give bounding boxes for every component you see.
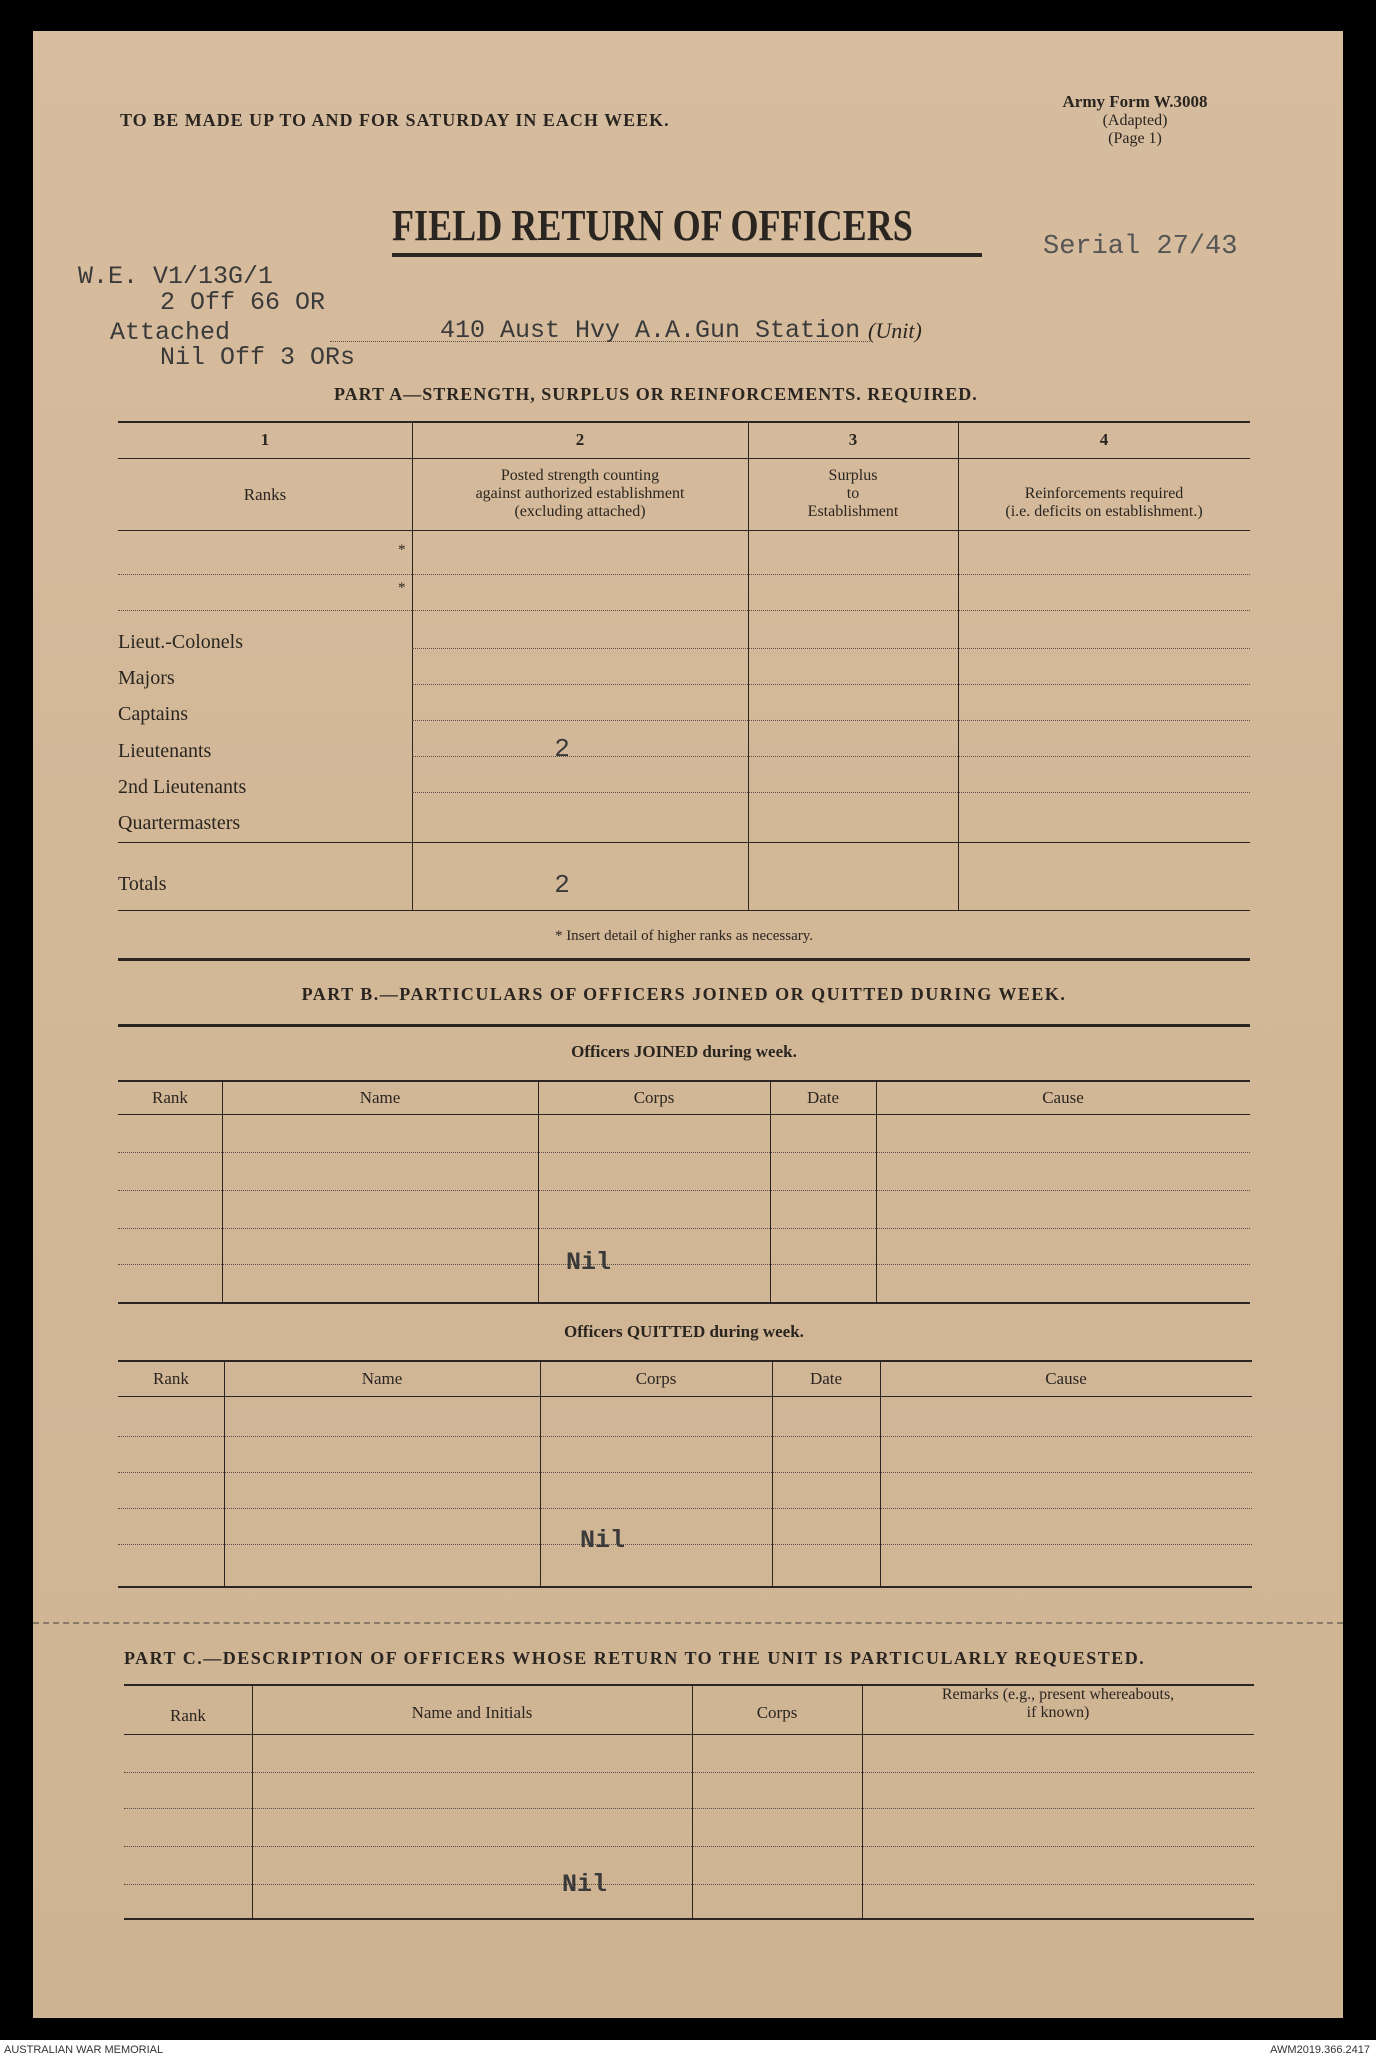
row-line (124, 1772, 1254, 1773)
part-a-top-rule (118, 421, 1250, 423)
part-c-col-remarks (862, 1686, 1254, 1722)
quitted-col-rank: Rank (153, 1369, 189, 1388)
col-divider (540, 1362, 541, 1586)
row-line (412, 684, 1250, 685)
part-c-heading: PART C.—DESCRIPTION OF OFFICERS WHOSE RETURN TO THE UNIT IS PARTICULARLY REQUESTED. (124, 1648, 1146, 1668)
joined-col-date: Date (806, 1088, 840, 1107)
part-a-bottom-rule (118, 910, 1250, 911)
col-header-rule (118, 530, 1250, 531)
part-a-heading: PART A—STRENGTH, SURPLUS OR REINFORCEMENTS. REQUIRED. (334, 384, 978, 404)
we-reference: W.E. V1/13G/1 (78, 262, 274, 291)
serial-stamp: Serial 27/43 (1043, 232, 1238, 262)
asterisk-1: * (398, 542, 406, 558)
unit-label: (Unit) (868, 318, 922, 343)
row-line (412, 792, 1250, 793)
form-name: Army Form W.3008 (1062, 92, 1208, 111)
col-number-4: 4 (1099, 430, 1109, 449)
we-strength: 2 Off 66 OR (160, 288, 326, 317)
rank-label-qm: Quartermasters (118, 812, 241, 834)
part-b-rule (118, 1024, 1250, 1027)
row-line (124, 1884, 1254, 1885)
form-page: (Page 1) (1108, 130, 1162, 147)
part-c-header-rule (124, 1734, 1254, 1735)
quitted-heading: Officers QUITTED during week. (564, 1322, 804, 1341)
archive-name: AUSTRALIAN WAR MEMORIAL (4, 2044, 164, 2056)
joined-heading: Officers JOINED during week. (571, 1042, 797, 1061)
row-line (118, 1228, 1250, 1229)
surplus-header-line-1: Surplus (828, 467, 878, 484)
unit-value: 410 Aust Hvy A.A.Gun Station (440, 316, 861, 345)
totals-value: 2 (554, 870, 570, 900)
archive-id: AWM2019.366.2417 (1270, 2044, 1370, 2056)
posted-header-line-1: Posted strength counting (500, 467, 660, 484)
col-divider (772, 1362, 773, 1586)
col-number-rule (118, 458, 1250, 459)
part-c-bottom-rule (124, 1918, 1254, 1920)
row-line (124, 1846, 1254, 1847)
col-divider (538, 1082, 539, 1302)
remarks-header-line-2: if known) (1026, 1704, 1090, 1721)
rank-label-lt-col: Lieut.-Colonels (118, 631, 243, 653)
part-c-col-corps: Corps (756, 1703, 798, 1722)
quitted-nil-entry: Nil (580, 1526, 626, 1555)
row-line (412, 648, 1250, 649)
rank-label-major: Majors (118, 667, 175, 689)
archive-footer (0, 2040, 1376, 2061)
surplus-header-line-2: to (846, 485, 860, 502)
row-line (118, 574, 1250, 575)
reinf-header-line-1: Reinforcements required (1024, 485, 1184, 502)
posted-header (412, 467, 748, 521)
surplus-header (748, 467, 958, 521)
totals-rule (118, 842, 1250, 843)
row-line (118, 610, 1250, 611)
page-title: FIELD RETURN OF OFFICERS (392, 201, 913, 250)
quitted-header-rule (118, 1396, 1252, 1397)
attached-value: Nil Off 3 ORs (160, 343, 356, 372)
joined-col-rank: Rank (152, 1088, 188, 1107)
col-divider (770, 1082, 771, 1302)
part-a-end-rule (118, 958, 1250, 961)
col-divider (876, 1082, 877, 1302)
quitted-col-corps: Corps (635, 1369, 677, 1388)
row-line (118, 1436, 1252, 1437)
part-b-heading: PART B.—PARTICULARS OF OFFICERS JOINED OR QUITTED DURING WEEK. (301, 984, 1067, 1004)
row-line (412, 756, 1250, 757)
col-number-3: 3 (848, 430, 858, 449)
col-number-1: 1 (260, 430, 270, 449)
joined-col-name: Name (359, 1088, 401, 1107)
posted-header-line-2: against authorized establishment (475, 485, 685, 502)
row-line (118, 1152, 1250, 1153)
fold-line (33, 1622, 1343, 1624)
rank-label-2nd-lt: 2nd Lieutenants (118, 776, 247, 798)
quitted-col-date: Date (809, 1369, 843, 1388)
quitted-top-rule (118, 1360, 1252, 1362)
reinforcements-header (958, 485, 1250, 521)
reinf-header-line-2: (i.e. deficits on establishment.) (1005, 503, 1203, 520)
row-line (118, 1544, 1252, 1545)
col-number-2: 2 (575, 430, 585, 449)
row-line (118, 1190, 1250, 1191)
quitted-bottom-rule (118, 1586, 1252, 1588)
surplus-header-line-3: Establishment (807, 503, 899, 520)
totals-label: Totals (118, 873, 167, 895)
row-line (118, 1508, 1252, 1509)
part-a-footnote: * Insert detail of higher ranks as necessary. (554, 928, 814, 944)
form-adapted: (Adapted) (1102, 112, 1168, 129)
rank-label-captain: Captains (118, 703, 188, 725)
ranks-header: Ranks (243, 485, 287, 504)
joined-nil-entry: Nil (566, 1248, 612, 1277)
row-line (118, 1264, 1250, 1265)
part-c-nil-entry: Nil (562, 1870, 608, 1899)
quitted-col-cause: Cause (1045, 1369, 1087, 1388)
remarks-header-line-1: Remarks (e.g., present whereabouts, (941, 1686, 1175, 1703)
col-divider (224, 1362, 225, 1586)
joined-top-rule (118, 1080, 1250, 1082)
joined-bottom-rule (118, 1302, 1250, 1304)
col-divider (222, 1082, 223, 1302)
instruction-text: TO BE MADE UP TO AND FOR SATURDAY IN EACH WEEK. (120, 110, 670, 130)
row-line (118, 1472, 1252, 1473)
posted-header-line-3: (excluding attached) (514, 503, 646, 520)
row-line (124, 1808, 1254, 1809)
joined-header-rule (118, 1114, 1250, 1115)
joined-col-corps: Corps (633, 1088, 675, 1107)
attached-label: Attached (110, 318, 231, 347)
quitted-col-name: Name (361, 1369, 403, 1388)
part-c-col-name: Name and Initials (411, 1703, 533, 1722)
asterisk-2: * (398, 580, 406, 596)
col-divider (880, 1362, 881, 1586)
posted-lieutenants-value: 2 (554, 734, 570, 764)
row-line (412, 720, 1250, 721)
part-c-col-rank: Rank (170, 1706, 206, 1725)
rank-label-lieutenant: Lieutenants (118, 740, 212, 762)
joined-col-cause: Cause (1042, 1088, 1084, 1107)
title-underline (392, 253, 982, 257)
